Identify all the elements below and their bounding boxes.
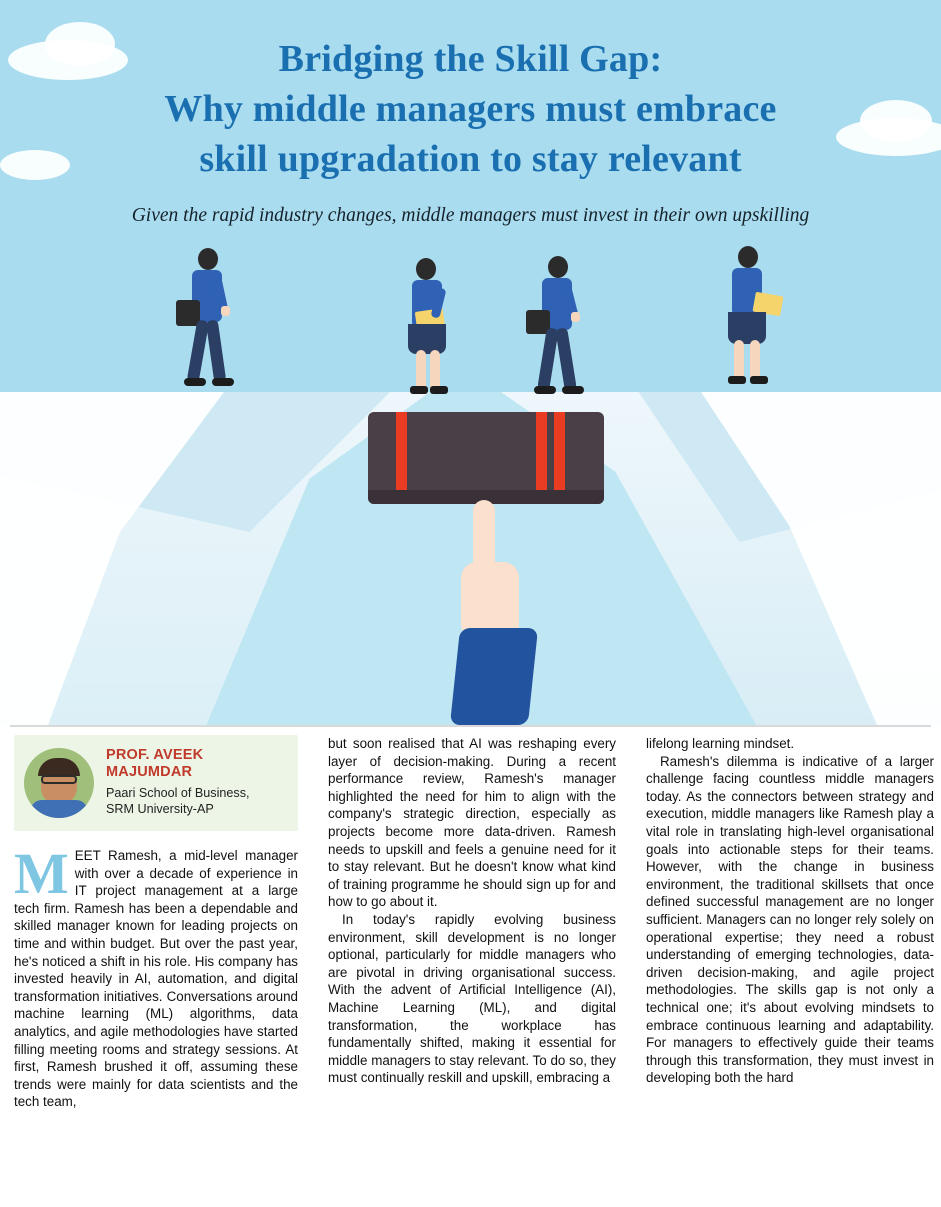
headline-line-1: Bridging the Skill Gap: (278, 38, 663, 80)
hand-sleeve (450, 628, 538, 725)
avatar-hair (38, 758, 80, 776)
author-name: PROF. AVEEK MAJUMDAR (106, 747, 204, 780)
person-shoe (728, 376, 746, 384)
person-hand (571, 312, 580, 322)
article-body (0, 725, 941, 1207)
walking-person-1 (176, 248, 246, 398)
person-head (738, 246, 758, 268)
headline-line-2: Why middle managers must embrace (164, 88, 777, 130)
person-shoe (410, 386, 428, 394)
paragraph: In today's rapidly evolving business environment, skill development is no longer optional, particularly for middle managers who are pivotal in driving organisational success. With the advent of Artificial Intelligence (AI), Machine Learning (ML), and digital transformation, the workplace has fundamentally shifted, making it essential for middle managers to stay relevant. To do so, they must continually reskill and upskill, embracing a (328, 911, 616, 1086)
person-skirt (408, 324, 446, 354)
paragraph: EET Ramesh, a mid-level manager with over a decade of experience in IT project management at a large tech firm. Ramesh has been a dependable and skilled manager known for leading projects on time and within budget. But over the past year, he's noticed a shift in his role. His company has invested heavily in AI, automation, and digital transformation initiatives. Conversations around machine learning (ML) algorithms, data analytics, and agile methodologies have started filling meeting rooms and strategy sessions. At first, Ramesh brushed it off, assuming these trends were mainly for data scientists and the tech team, (14, 848, 298, 1110)
walking-person-3 (524, 256, 594, 406)
paragraph: but soon realised that AI was reshaping every layer of decision-making. During a recent performance review, Ramesh's manager highlighted the need for him to align with the company's strategic direction, especially as projects become more data-driven. Ramesh needs to upskill and feels a genuine need for it to stay relevant. But he doesn't know what kind of training programme he should sign up for and how to go about it. (328, 736, 616, 910)
headline-line-3: skill upgradation to stay relevant (199, 138, 742, 180)
person-shoe (562, 386, 584, 394)
walking-person-4 (716, 246, 786, 396)
person-shoe (430, 386, 448, 394)
avatar-shirt (30, 800, 88, 818)
article-headline (0, 34, 941, 184)
author-byline (14, 735, 298, 831)
person-head (416, 258, 436, 280)
article-column-2 (328, 735, 616, 1087)
paragraph: lifelong learning mindset. (646, 736, 795, 751)
person-head (198, 248, 218, 270)
book-bridge (368, 412, 604, 504)
pointing-hand-icon (455, 500, 545, 725)
article-subheadline: Given the rapid industry changes, middle managers must invest in their own upskilling (131, 205, 810, 226)
article-column-1 (14, 735, 298, 1111)
person-skirt (728, 312, 766, 344)
author-affiliation (106, 785, 296, 817)
article-column-3 (646, 735, 934, 1087)
person-leg (555, 327, 577, 390)
author-avatar (24, 748, 94, 818)
person-shoe (750, 376, 768, 384)
person-shoe (212, 378, 234, 386)
column-1-text (14, 841, 298, 1111)
person-leg (206, 319, 227, 382)
walking-person-2 (400, 258, 466, 406)
drop-cap: M (14, 841, 69, 906)
author-affiliation-line-1: Paari School of Business, (106, 786, 250, 800)
paragraph: Ramesh's dilemma is indicative of a larger challenge facing countless middle managers today. As the connectors between strategy and execution, middle managers like Ramesh play a vital role in translating high-level organisational goals into actionable steps for their teams. However, with the change in business environment, the traditional skillsets that once defined successful management are no longer sufficient. Managers can no longer rely solely on operational expertise; they need a robust understanding of emerging technologies, data-driven decision-making, and agile project methodologies. The skills gap is not only a technical one; it's about evolving mindsets to embrace continuous learning and adaptability. For managers to effectively guide their teams through this transformation, they must invest in developing both the hard (646, 753, 934, 1086)
column-2-text (328, 735, 616, 1087)
column-3-text (646, 735, 934, 1087)
person-shoe (184, 378, 206, 386)
person-head (548, 256, 568, 278)
author-affiliation-line-2: SRM University-AP (106, 802, 214, 816)
glasses-icon (41, 775, 77, 784)
horizontal-divider (10, 725, 931, 727)
person-hand (221, 306, 230, 316)
person-shoe (534, 386, 556, 394)
